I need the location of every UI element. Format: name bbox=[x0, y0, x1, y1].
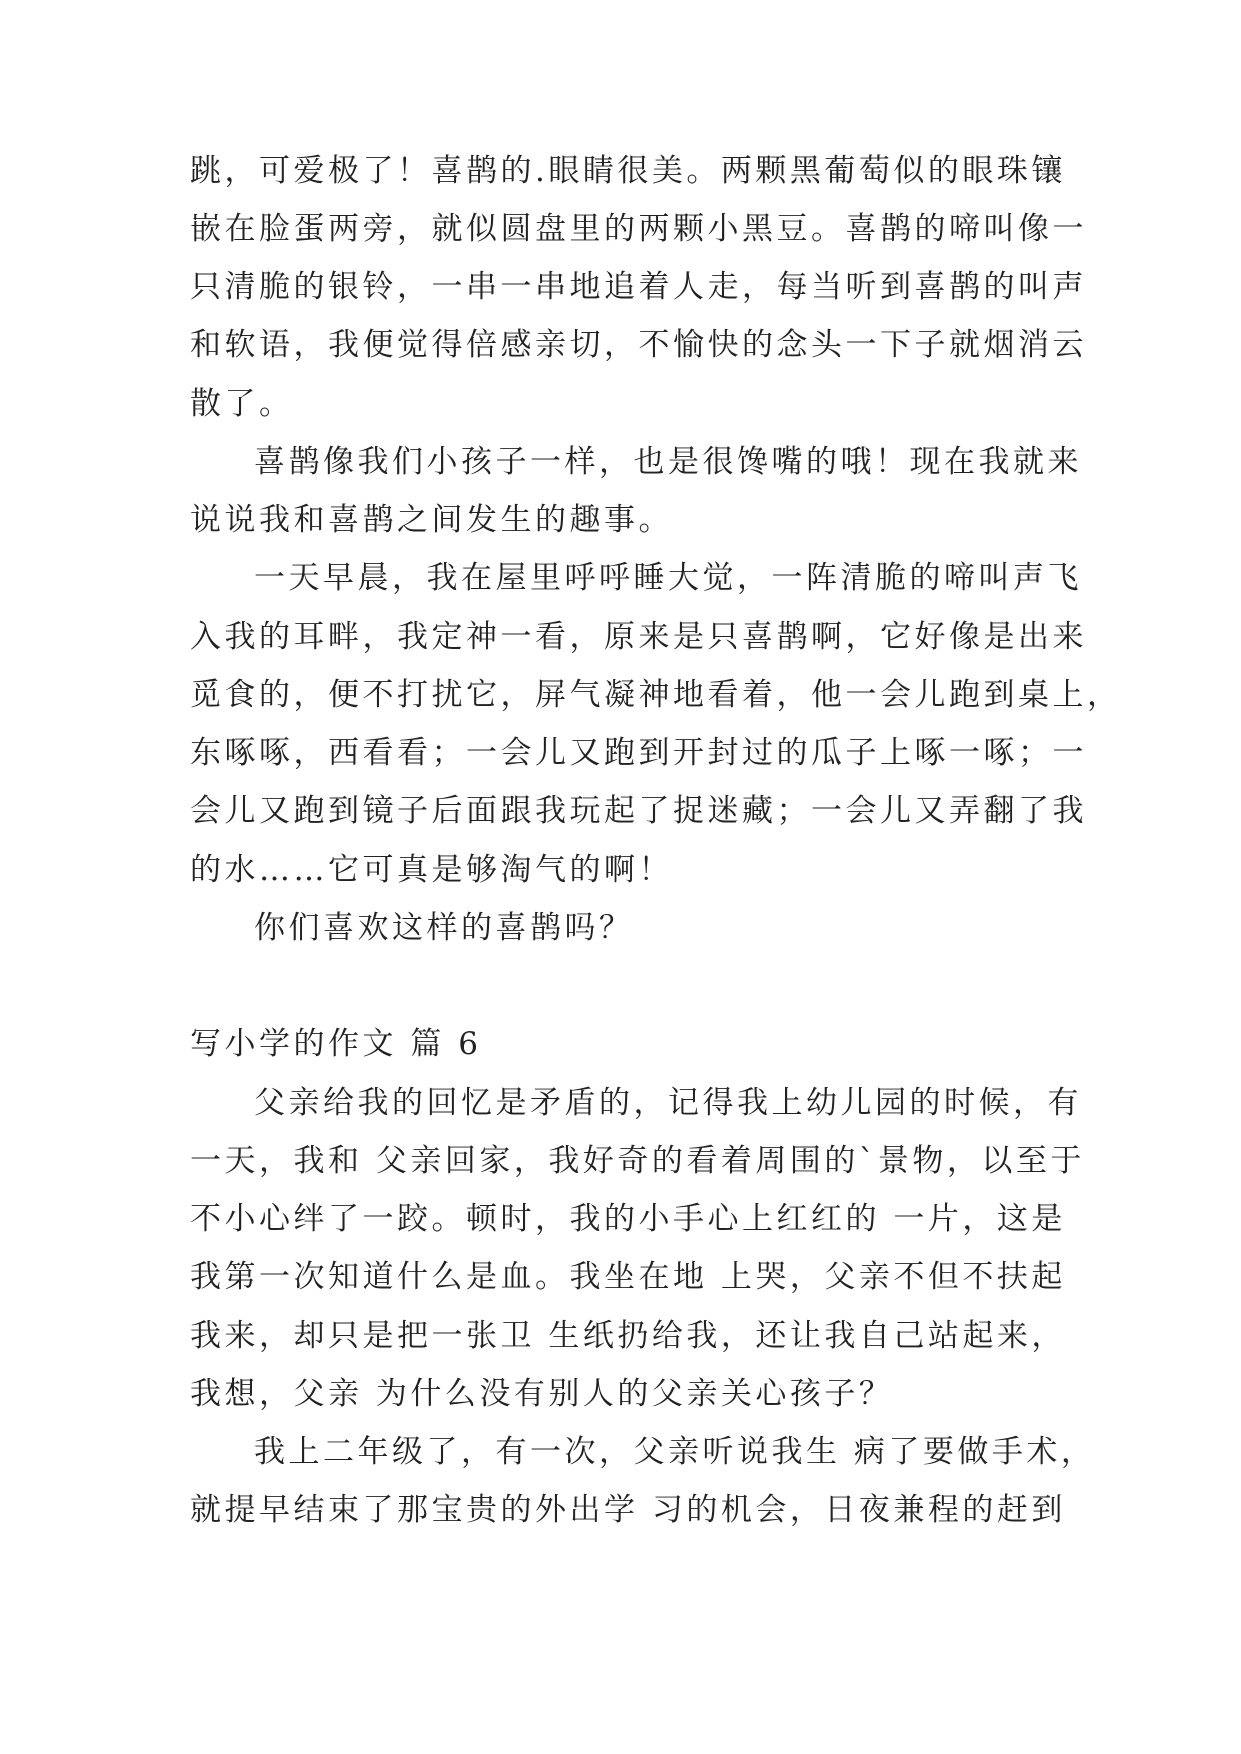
text-line: 喜鹊像我们小孩子一样，也是很馋嘴的哦！现在我就来 bbox=[254, 444, 1082, 480]
text-line: 只清脆的银铃，一串一串地追着人走，每当听到喜鹊的叫声 bbox=[190, 269, 1087, 305]
text-line: 不小心绊了一跤。顿时，我的小手心上红红的 一片，这是 bbox=[190, 1201, 1066, 1237]
text-line: 我上二年级了，有一次，父亲听说我生 病了要做手术， bbox=[254, 1434, 1096, 1470]
text-line: 我想，父亲 为什么没有别人的父亲关心孩子？ bbox=[190, 1376, 894, 1412]
text-line: 就提早结束了那宝贵的外出学 习的机会，日夜兼程的赶到 bbox=[190, 1492, 1066, 1528]
text-line: 我第一次知道什么是血。我坐在地 上哭，父亲不但不扶起 bbox=[190, 1259, 1066, 1295]
text-line: 入我的耳畔，我定神一看，原来是只喜鹊啊，它好像是出来 bbox=[190, 619, 1087, 655]
text-line: 说说我和喜鹊之间发生的趣事。 bbox=[190, 502, 673, 538]
text-line: 一天早晨，我在屋里呼呼睡大觉，一阵清脆的啼叫声飞 bbox=[254, 560, 1082, 596]
text-line: 的水……它可真是够淘气的啊！ bbox=[190, 852, 673, 888]
text-line: 和软语，我便觉得倍感亲切，不愉快的念头一下子就烟消云 bbox=[190, 327, 1087, 363]
text-line: 你们喜欢这样的喜鹊吗？ bbox=[254, 910, 634, 946]
text-line: 我来，却只是把一张卫 生纸扔给我，还让我自己站起来， bbox=[190, 1318, 1066, 1354]
text-line: 会儿又跑到镜子后面跟我玩起了捉迷藏；一会儿又弄翻了我 bbox=[190, 793, 1087, 829]
text-line: 东啄啄，西看看；一会儿又跑到开封过的瓜子上啄一啄；一 bbox=[190, 735, 1087, 771]
text-line: 一天，我和 父亲回家，我好奇的看着周围的`景物，以至于 bbox=[190, 1143, 1085, 1179]
text-line: 跳，可爱极了！喜鹊的.眼睛很美。两颗黑葡萄似的眼珠镶 bbox=[190, 153, 1066, 189]
text-line: 嵌在脸蛋两旁，就似圆盘里的两颗小黑豆。喜鹊的啼叫像一 bbox=[190, 211, 1087, 247]
text-line: 觅食的，便不打扰它，屏气凝神地看着，他一会儿跑到桌上， bbox=[190, 677, 1122, 713]
section-heading: 写小学的作文 篇 6 bbox=[190, 1026, 482, 1062]
text-line: 父亲给我的回忆是矛盾的，记得我上幼儿园的时候，有 bbox=[254, 1085, 1082, 1121]
text-line: 散了。 bbox=[190, 386, 294, 422]
